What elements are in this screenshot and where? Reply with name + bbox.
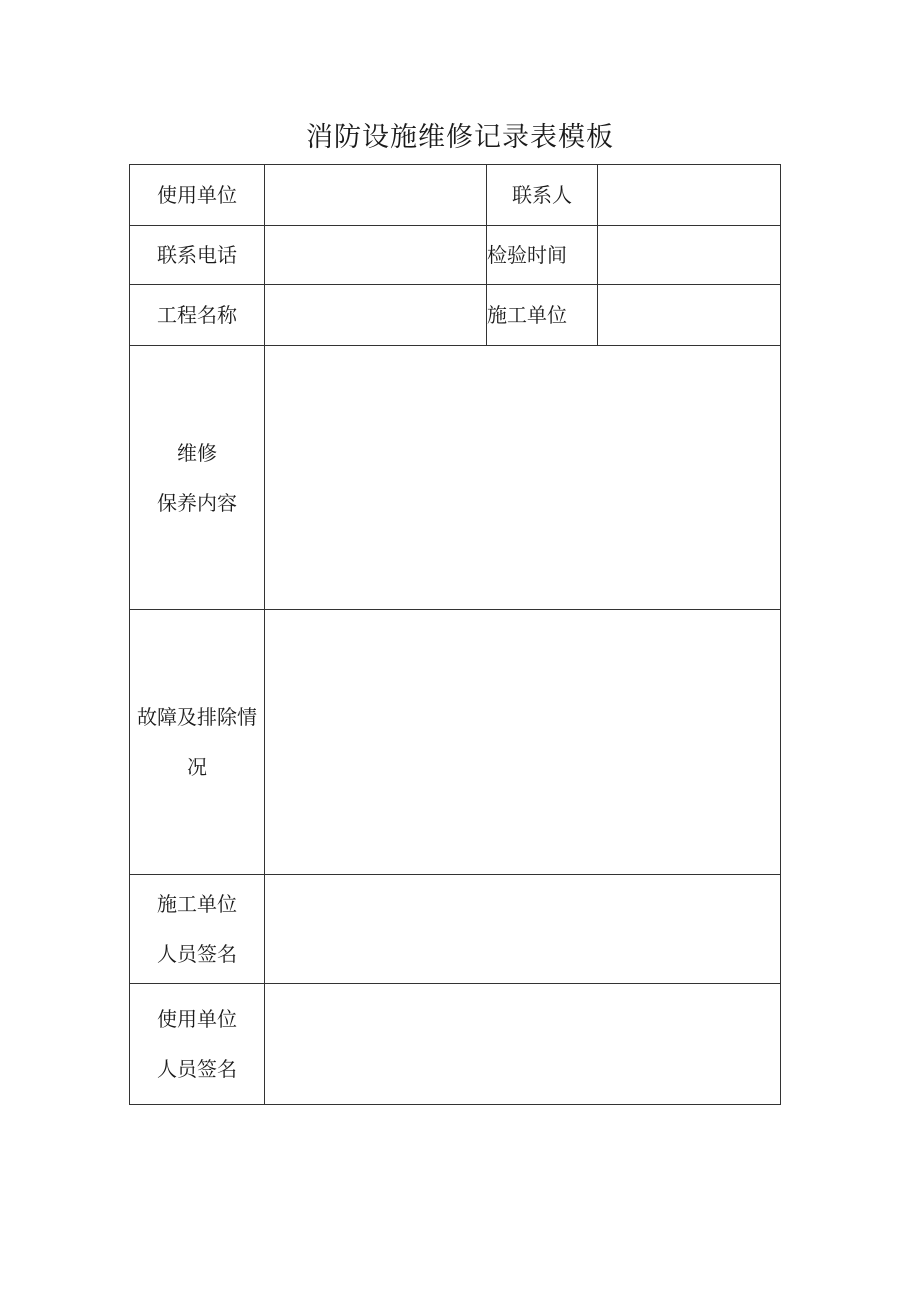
row-user-signature (130, 984, 781, 1105)
field-maintenance-content[interactable] (265, 346, 781, 610)
label-maintenance-line1: 维修 (177, 440, 217, 465)
label-construction-unit: 施工单位 (487, 285, 598, 346)
label-user-signature (130, 984, 265, 1105)
field-construction-unit[interactable] (598, 285, 781, 346)
page-title: 消防设施维修记录表模板 (306, 122, 614, 153)
label-maintenance-line2: 保养内容 (157, 490, 237, 515)
label-user-sign-line1: 使用单位 (157, 1007, 237, 1031)
label-contact-phone: 联系电话 (130, 226, 265, 285)
label-user-unit: 使用单位 (130, 165, 265, 226)
row-maintenance-content (130, 346, 781, 610)
row-project-name (130, 285, 781, 346)
field-project-name[interactable] (265, 285, 487, 346)
label-project-name: 工程名称 (130, 285, 265, 346)
field-inspection-time[interactable] (598, 226, 781, 285)
row-user-unit (130, 165, 781, 226)
field-contact-phone[interactable] (265, 226, 487, 285)
field-contact-person[interactable] (598, 165, 781, 226)
row-fault-handling (130, 610, 781, 875)
maintenance-record-table (129, 164, 781, 1105)
label-maintenance-content (130, 346, 265, 610)
field-fault-handling[interactable] (265, 610, 781, 875)
label-construction-signature (130, 875, 265, 984)
label-fault-line2: 况 (187, 755, 207, 779)
label-user-sign-line2: 人员签名 (157, 1057, 237, 1081)
label-construction-sign-line2: 人员签名 (157, 942, 237, 966)
field-user-signature[interactable] (265, 984, 781, 1105)
label-contact-person: 联系人 (487, 165, 598, 226)
field-user-unit[interactable] (265, 165, 487, 226)
label-fault-line1: 故障及排除情 (137, 705, 257, 729)
field-construction-signature[interactable] (265, 875, 781, 984)
label-construction-sign-line1: 施工单位 (157, 892, 237, 916)
row-contact-phone (130, 226, 781, 285)
label-fault-handling (130, 610, 265, 875)
row-construction-signature (130, 875, 781, 984)
label-inspection-time: 检验时间 (487, 226, 598, 285)
